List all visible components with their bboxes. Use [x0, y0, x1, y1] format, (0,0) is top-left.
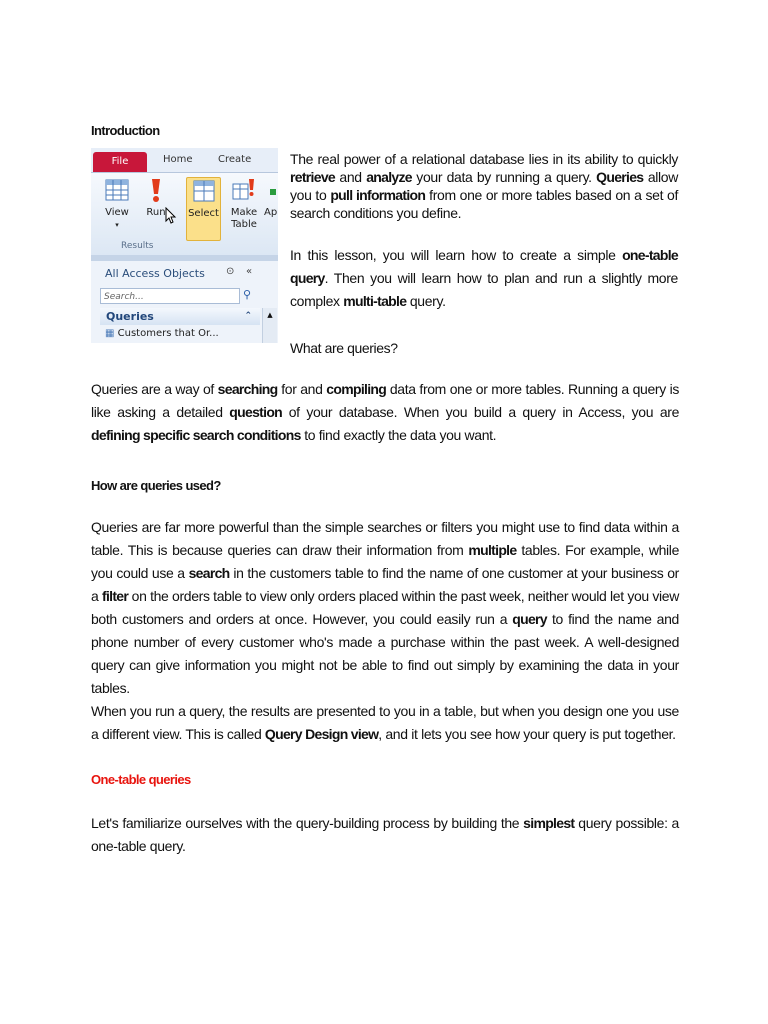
scroll-up-icon: ▲ — [267, 311, 273, 319]
nav-title: All Access Objects — [105, 267, 205, 280]
queries-header-label: Queries — [106, 310, 154, 323]
how-used-paragraph: Queries are far more powerful than the simple searches or filters you might use to find data within a table. This is because queries can draw their information from multiple tables. For example, while you could use a search in the customers table to find the name of one customer at your business or a filter on the orders table to view only orders placed within the past week, neither would let you view both customers and orders at once. However, you could easily run a query to find the name and phone number of every customer who's made a purchase within the past week. A well-designed query can give information you might not be able to find out simply by examining the data in your tables. — [91, 519, 680, 696]
navigation-pane — [91, 261, 278, 343]
run-exclamation-icon — [144, 177, 168, 203]
select-button — [186, 177, 221, 241]
select-label: Select — [188, 208, 219, 219]
tab-file: File — [93, 152, 147, 172]
append-button-partial — [264, 177, 278, 239]
collapse-chevron-icon: ⌃ — [244, 311, 252, 321]
view-label: View — [105, 207, 129, 218]
query-object-icon: ▦ — [105, 328, 115, 339]
query-item-label: Customers that Or... — [117, 328, 219, 339]
nav-menu-icon: ⊙ — [226, 266, 235, 277]
tab-create: Create — [218, 154, 252, 165]
make-table-icon — [232, 177, 256, 203]
select-query-icon — [192, 178, 216, 204]
heading-what-are-queries: What are queries? — [290, 340, 398, 356]
nav-search-input: Search... — [100, 288, 240, 304]
view-button — [102, 177, 132, 239]
queries-group-header — [100, 308, 260, 325]
design-view-paragraph: When you run a query, the results are presented to you in a table, but when you design one you use a different view. This is called Query Design view, and it lets you see how your query is put together. — [91, 703, 679, 742]
one-table-paragraph: Let's familiarize ourselves with the query-building process by building the simplest query possible: a one-table query. — [91, 815, 679, 854]
intro-paragraph-2: In this lesson, you will learn how to create a simple one-table query. Then you will learn how to plan and run a slightly more complex multi-table query. — [290, 247, 678, 309]
access-ribbon-screenshot — [91, 148, 278, 343]
what-are-queries-paragraph: Queries are a way of searching for and compiling data from one or more tables. Running a query is like asking a detailed question of your database. When you build a query in Access, you are defining specific search conditions to find exactly the data you want. — [91, 381, 680, 443]
run-button — [141, 177, 171, 239]
scrollbar — [262, 308, 277, 343]
ribbon — [91, 173, 278, 255]
cursor-icon — [165, 207, 177, 225]
heading-introduction: Introduction — [91, 123, 160, 138]
make-table-button — [229, 177, 259, 239]
append-label: Ap — [264, 207, 278, 218]
search-icon: ⚲ — [243, 288, 252, 301]
ribbon-tabs — [91, 148, 278, 173]
datasheet-icon — [105, 177, 129, 203]
heading-how-used: How are queries used? — [91, 478, 221, 493]
tab-home: Home — [163, 154, 193, 165]
heading-one-table-queries: One-table queries — [91, 772, 191, 787]
results-group-label: Results — [121, 241, 154, 251]
run-label: Run — [146, 207, 166, 218]
append-icon — [267, 177, 277, 203]
intro-paragraph-1: The real power of a relational database lies in its ability to quickly retrieve and analyze your data by running a query. Queries allow you to pull information from one or more tables based on a set of search conditions you define. — [290, 151, 678, 221]
nav-collapse-icon: « — [246, 266, 253, 277]
view-dropdown-icon: ▾ — [115, 221, 119, 229]
query-item — [105, 328, 219, 339]
make-table-label: Make Table — [230, 207, 258, 230]
